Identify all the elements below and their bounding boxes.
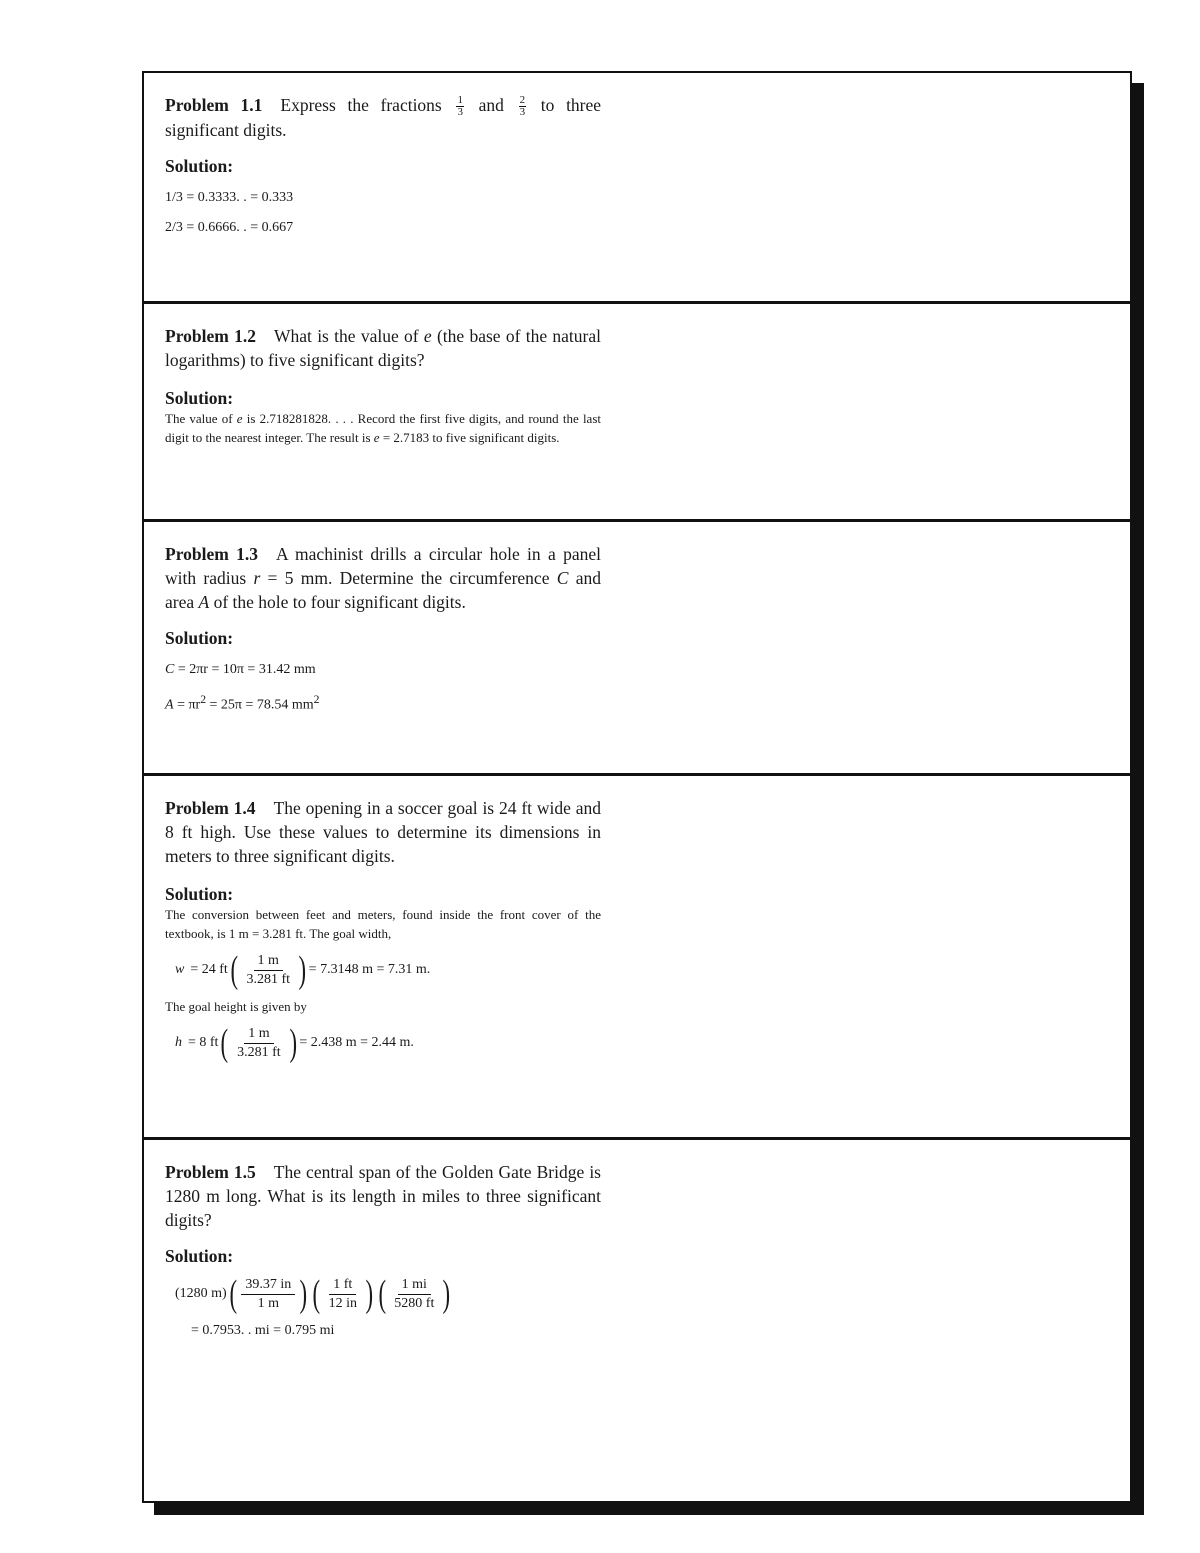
problem-1-5 bbox=[144, 1140, 1130, 1501]
solution-line: 2/3 = 0.6666. . = 0.667 bbox=[165, 220, 294, 236]
problem-1-3 bbox=[144, 522, 1130, 776]
problem-number: Problem 1.4 bbox=[165, 798, 256, 818]
fraction: $\frac{1 ft}{12 in}$ bbox=[328, 1276, 357, 1311]
solution-result: = 0.7953. . mi = 0.795 mi bbox=[191, 1323, 335, 1338]
solution-line: $A = \pi r^2 = 25\pi = 78.54$ $mm^2$ bbox=[165, 693, 320, 713]
page-frame bbox=[142, 71, 1132, 1503]
solution-heading: Solution: bbox=[165, 1246, 234, 1266]
problem-statement: Problem 1.5 The central span of the Golden Gate Bridge is 1280 m long. What is its length in miles to three significant digits? bbox=[165, 1162, 601, 1230]
problem-1-4 bbox=[144, 776, 1130, 1140]
problem-statement: Problem 1.2 What is the value of e (the base of the natural logarithms) to five significant digits? bbox=[165, 326, 601, 370]
fraction: $\frac{1 m}{3.281 ft}$ bbox=[237, 1025, 281, 1060]
equation-conversion: (1280 m) ( $\frac{39.37 in}{1 m}$ ) ( $\frac{1 ft}{12 in}$ ) ( $\frac{1 mi}{5280 ft}$ ) bbox=[175, 1273, 451, 1315]
problem-1-2 bbox=[144, 304, 1130, 522]
solution-text: The conversion between feet and meters, found inside the front cover of the textbook, is 1 m = 3.281 ft. The goal width, bbox=[165, 907, 601, 941]
solution-line: 1/3 = 0.3333. . = 0.333 bbox=[165, 190, 294, 206]
solution-heading: Solution: bbox=[165, 628, 234, 648]
problem-statement: Problem 1.1 Express the fractions $\frac{1}{3}$ and $\frac{2}{3}$ to three significant digits. bbox=[165, 94, 602, 141]
solution-line: C = 2πr = 10π = 31.42 mm bbox=[165, 662, 316, 677]
fraction: $\frac{1 m}{3.281 ft}$ bbox=[246, 952, 291, 987]
solution-text: The value of e is 2.718281828. . . . Record the first five digits, and round the last digit to the nearest integer. The result is e = 2.7183 to five significant digits. bbox=[165, 411, 601, 445]
solution-heading: Solution: bbox=[165, 388, 234, 408]
problem-number: Problem 1.5 bbox=[165, 1162, 256, 1182]
problem-statement: Problem 1.3 A machinist drills a circular hole in a panel with radius r = 5 mm. Determine the circumference C and area A of the hole to four significant digits. bbox=[165, 544, 601, 612]
fraction-two-thirds: $\frac{2}{3}$ bbox=[519, 94, 526, 119]
problem-1-1 bbox=[144, 73, 1130, 304]
equation-height: h = 8 ft ( $\frac{1 m}{3.281 ft}$ ) = 2.438 m = 2.44 m. bbox=[175, 1022, 414, 1064]
problem-statement: Problem 1.4 The opening in a soccer goal is 24 ft wide and 8 ft high. Use these values to determine its dimensions in meters to three significant digits. bbox=[165, 798, 601, 866]
problem-number: Problem 1.1 bbox=[165, 95, 263, 115]
problem-number: Problem 1.2 bbox=[165, 326, 256, 346]
equation-width: w = 24 ft ( $\frac{1 m}{3.281 ft}$ ) = 7.3148 m = 7.31 m. bbox=[175, 949, 431, 991]
solution-text: The goal height is given by bbox=[165, 999, 307, 1014]
fraction: $\frac{1 mi}{5280 ft}$ bbox=[394, 1276, 435, 1311]
fraction-one-third: $\frac{1}{3}$ bbox=[457, 94, 463, 119]
problem-number: Problem 1.3 bbox=[165, 544, 259, 564]
solution-heading: Solution: bbox=[165, 156, 234, 177]
solution-heading: Solution: bbox=[165, 884, 234, 904]
fraction: $\frac{39.37 in}{1 m}$ bbox=[241, 1276, 295, 1313]
